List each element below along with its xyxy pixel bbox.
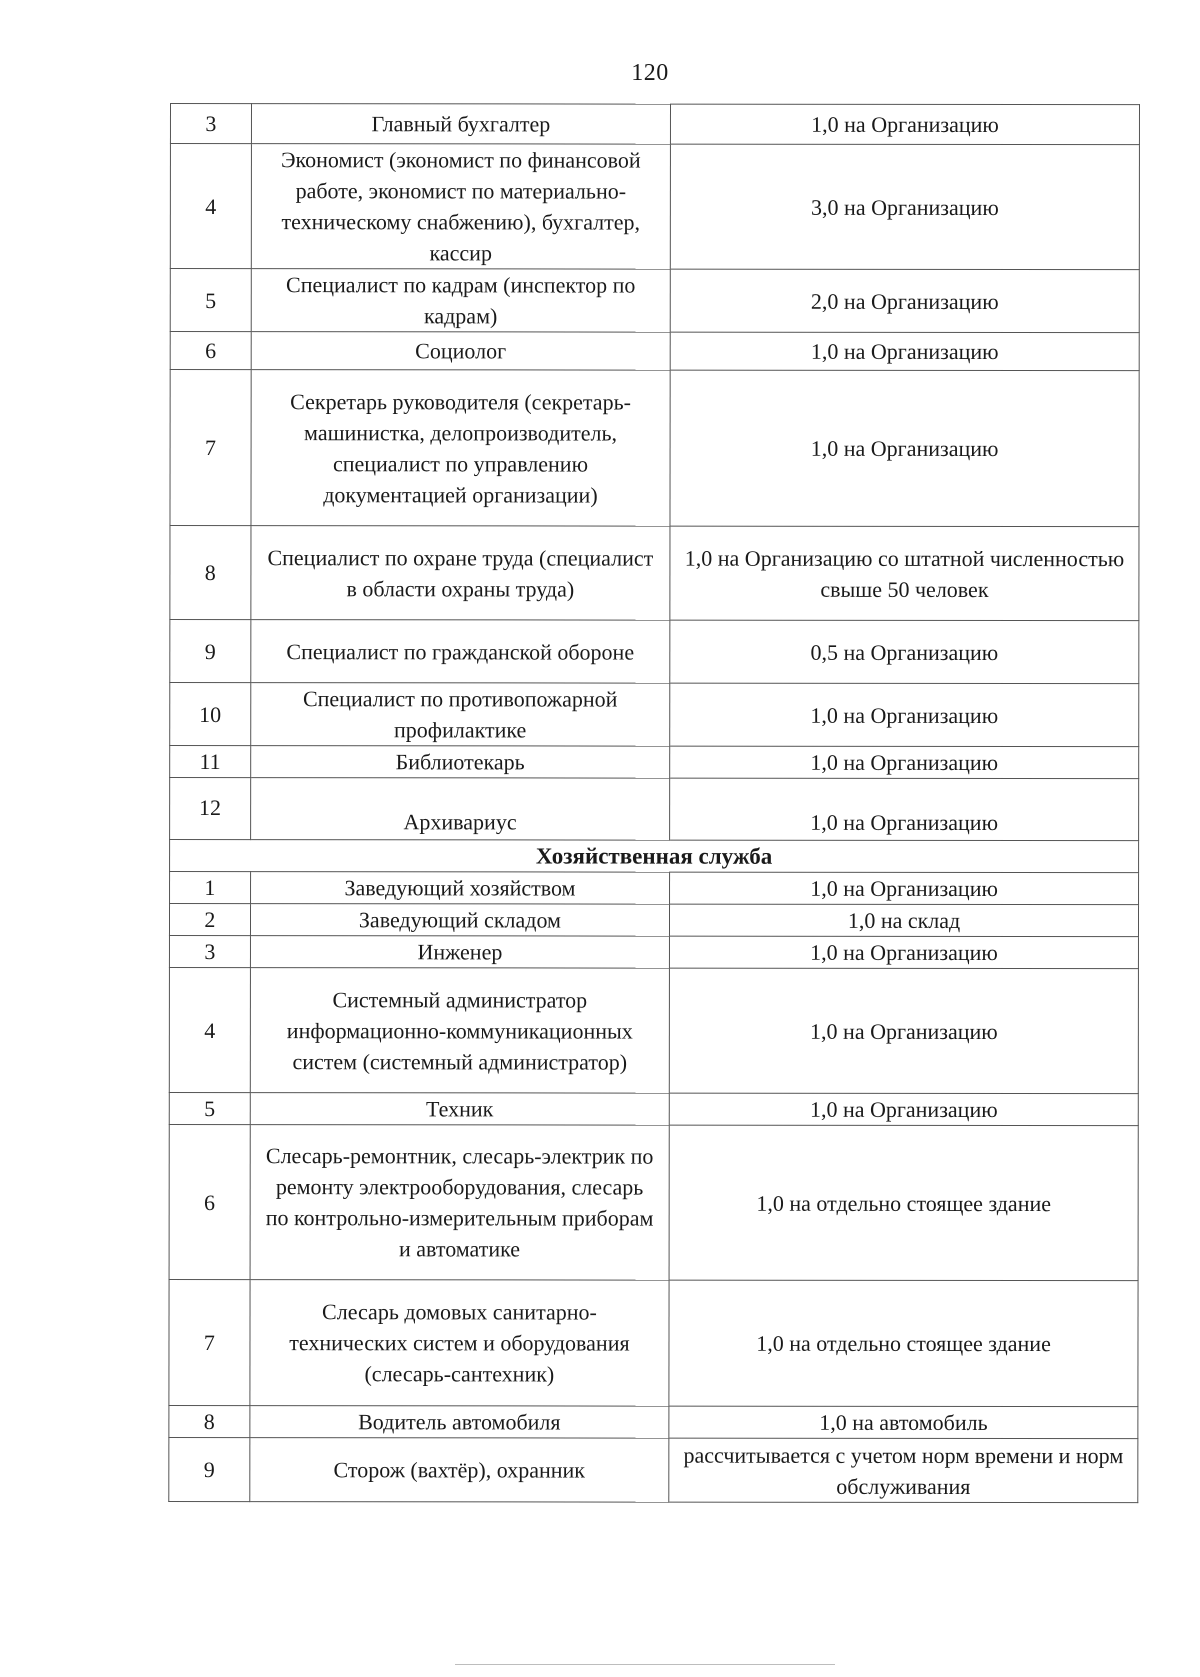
position-cell: Архивариус (250, 778, 669, 841)
row-number: 5 (170, 269, 251, 332)
row-number: 8 (170, 526, 251, 620)
norm-cell: 1,0 на Организацию (670, 332, 1139, 371)
position-cell: Экономист (экономист по финансовой работе, экономист по материально-техническому снабжению), бухгалтер, кассир (251, 144, 670, 270)
position-cell: Сторож (вахтёр), охранник (250, 1438, 669, 1503)
row-number: 3 (170, 104, 251, 144)
row-number: 5 (169, 1092, 250, 1124)
row-number: 3 (169, 936, 250, 968)
row-number: 6 (169, 1124, 250, 1279)
table-row (169, 904, 1138, 937)
section-title: Хозяйственная служба (170, 840, 1139, 873)
table-row (169, 1405, 1138, 1438)
norm-cell: 1,0 на автомобиль (669, 1406, 1138, 1439)
table-row (169, 1092, 1138, 1125)
footer-divider (455, 1664, 835, 1665)
table-row (169, 936, 1138, 969)
table-row (170, 746, 1139, 779)
norm-cell: 1,0 на отдельно стоящее здание (669, 1280, 1138, 1407)
table-row (170, 778, 1139, 841)
norm-cell: рассчитывается с учетом норм времени и норм обслуживания (669, 1438, 1138, 1503)
position-cell: Секретарь руководителя (секретарь-машинистка, делопроизводитель, специалист по управлению документацией организации) (251, 370, 671, 527)
table-row (170, 370, 1139, 527)
position-cell: Специалист по гражданской обороне (251, 620, 670, 684)
position-cell: Главный бухгалтер (251, 104, 670, 145)
position-cell: Техник (250, 1093, 669, 1126)
norm-cell: 1,0 на отдельно стоящее здание (669, 1125, 1138, 1281)
norm-cell: 1,0 на Организацию (670, 872, 1139, 905)
table-row (169, 1124, 1138, 1280)
section-row (170, 840, 1139, 873)
row-number: 2 (169, 904, 250, 936)
position-cell: Инженер (250, 936, 669, 969)
row-number: 7 (169, 1279, 250, 1405)
row-number: 11 (170, 746, 251, 778)
position-cell: Заведующий складом (250, 904, 669, 937)
table-row (169, 1437, 1138, 1502)
position-cell: Специалист по кадрам (инспектор по кадрам) (251, 269, 670, 333)
row-number: 9 (170, 620, 251, 683)
row-number: 7 (170, 370, 251, 526)
position-cell: Заведующий хозяйством (250, 872, 669, 905)
position-cell: Специалист по охране труда (специалист в области охраны труда) (251, 526, 670, 621)
page-number: 120 (631, 60, 669, 86)
norm-cell: 1,0 на Организацию (670, 746, 1139, 779)
table-row (170, 526, 1139, 621)
norm-cell: 1,0 на Организацию (670, 778, 1139, 841)
position-cell: Библиотекарь (250, 746, 669, 779)
position-cell: Системный администратор информационно-коммуникационных систем (системный администратор) (250, 968, 669, 1094)
norm-cell: 1,0 на Организацию (670, 683, 1139, 747)
row-number: 6 (170, 332, 251, 370)
table-row (169, 1279, 1138, 1406)
norm-cell: 3,0 на Организацию (670, 144, 1139, 270)
staffing-table (168, 103, 1140, 1503)
table-row (170, 144, 1139, 270)
norm-cell: 1,0 на склад (670, 904, 1139, 937)
table-row (170, 872, 1139, 905)
row-number: 12 (170, 778, 251, 840)
position-cell: Слесарь-ремонтник, слесарь-электрик по ремонту электрооборудования, слесарь по контрольно-измерительным приборам и автоматике (250, 1125, 670, 1281)
norm-cell: 1,0 на Организацию со штатной численностью свыше 50 человек (670, 526, 1139, 621)
table-row (170, 104, 1139, 145)
table-row (169, 967, 1138, 1093)
table-row (170, 332, 1139, 371)
table-row (170, 620, 1139, 684)
row-number: 8 (169, 1405, 250, 1437)
row-number: 1 (170, 872, 251, 904)
row-number: 10 (170, 683, 251, 746)
position-cell: Водитель автомобиля (250, 1406, 669, 1439)
row-number: 4 (170, 144, 251, 269)
position-cell: Специалист по противопожарной профилактике (250, 683, 669, 747)
row-number: 9 (169, 1437, 250, 1501)
norm-cell: 0,5 на Организацию (670, 620, 1139, 684)
norm-cell: 2,0 на Организацию (670, 269, 1139, 333)
norm-cell: 1,0 на Организацию (669, 968, 1138, 1094)
position-cell: Социолог (251, 332, 670, 371)
table-row (170, 683, 1139, 747)
table-row (170, 269, 1139, 333)
norm-cell: 1,0 на Организацию (669, 1093, 1138, 1126)
norm-cell: 1,0 на Организацию (670, 936, 1139, 969)
row-number: 4 (169, 967, 250, 1092)
position-cell: Слесарь домовых санитарно-технических систем и оборудования (слесарь-сантехник) (250, 1280, 669, 1407)
norm-cell: 1,0 на Организацию (671, 104, 1140, 145)
norm-cell: 1,0 на Организацию (670, 370, 1139, 527)
